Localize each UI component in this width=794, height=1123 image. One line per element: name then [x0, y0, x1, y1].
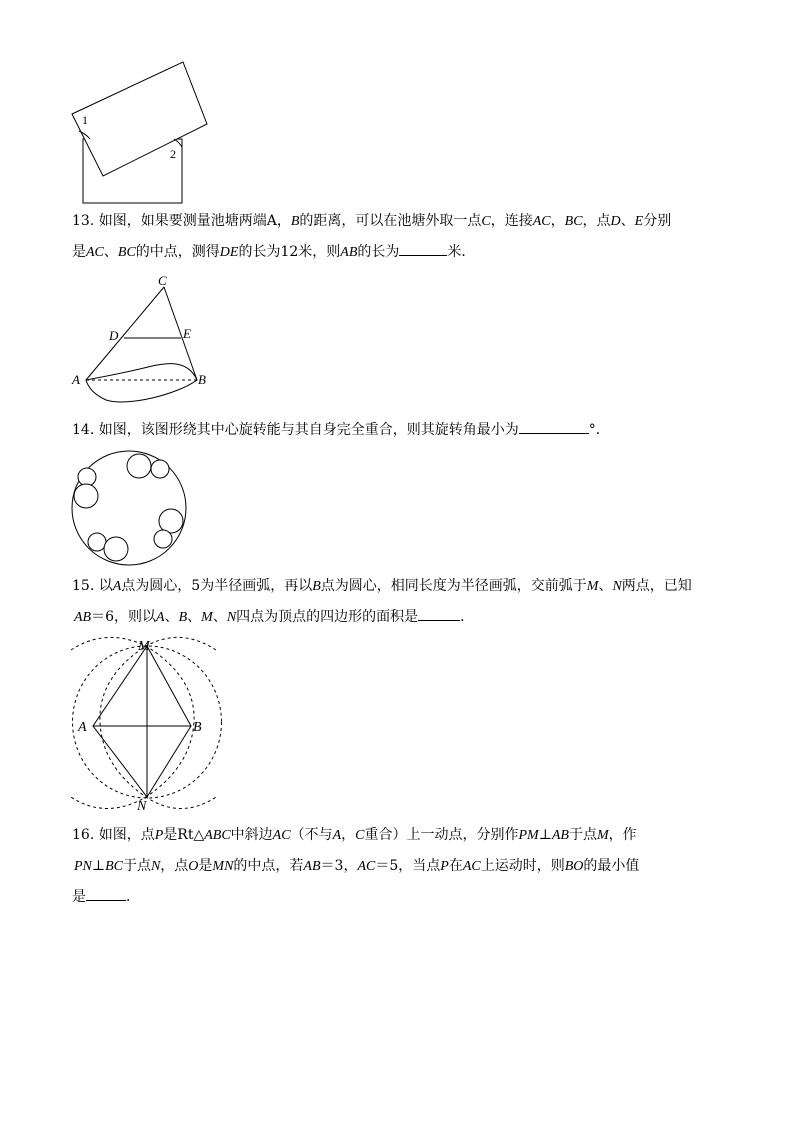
- point-e-label: E: [183, 326, 191, 341]
- question-text: 的中点，若: [233, 858, 304, 874]
- tilted-rectangle: [72, 62, 207, 176]
- question-13-line-2: [72, 237, 724, 268]
- question-text: 如图，如果要测量池塘两端A，: [98, 213, 291, 229]
- math-symbol: B: [178, 610, 188, 625]
- question-text: ＝5，当点: [375, 858, 441, 874]
- answer-blank: [519, 417, 589, 434]
- math-symbol: B: [312, 579, 321, 594]
- question-text: 点为圆心，5为半径画弧，再以: [121, 578, 313, 594]
- question-number: 13.: [72, 213, 95, 229]
- math-symbol: A: [156, 610, 165, 625]
- question-text: 、: [164, 609, 179, 625]
- answer-blank: [399, 239, 447, 256]
- small-circle: [159, 509, 183, 533]
- point-m-label: M: [138, 639, 150, 654]
- math-symbol: ABC: [204, 828, 231, 843]
- math-symbol: O: [188, 859, 199, 874]
- math-symbol: C: [481, 214, 491, 229]
- question-text: 于点: [122, 858, 151, 874]
- math-symbol: M: [596, 828, 609, 843]
- question-text: ，连接: [490, 213, 533, 229]
- question-text: 、: [620, 213, 635, 229]
- question-text: ，作: [608, 827, 637, 843]
- math-symbol: A: [332, 828, 342, 843]
- math-symbol: AB: [551, 828, 569, 843]
- math-symbol: AC: [462, 859, 481, 874]
- math-symbol: P: [154, 828, 164, 843]
- question-16-line-2: [72, 851, 724, 882]
- question-13: [72, 206, 724, 268]
- question-text: ⊥: [538, 827, 552, 843]
- figure-rotational-circles: [68, 448, 193, 568]
- question-text: °．: [588, 422, 610, 438]
- math-symbol: B: [290, 214, 300, 229]
- answer-blank: [86, 884, 126, 901]
- question-13-line-1: [72, 206, 724, 237]
- question-text: 在: [448, 858, 463, 874]
- question-text: 以: [98, 578, 113, 594]
- small-circle: [88, 533, 106, 551]
- question-text: 、: [103, 244, 118, 260]
- question-text: 于点: [568, 827, 597, 843]
- question-16-line-3: [72, 882, 724, 913]
- point-b-label: B: [193, 720, 202, 735]
- question-15-line-2: [72, 602, 724, 633]
- figure-pond-triangle: [68, 272, 218, 412]
- math-symbol: N: [612, 579, 622, 594]
- math-symbol: DE: [219, 245, 239, 260]
- question-text: ，点: [160, 858, 189, 874]
- question-16-line-1: [72, 820, 724, 851]
- question-text: 、: [598, 578, 613, 594]
- figure-arcs-quadrilateral: [66, 632, 226, 814]
- question-text: 米．: [447, 244, 476, 260]
- question-text: 如图，点: [98, 827, 155, 843]
- question-text: 两点，已知: [621, 578, 692, 594]
- question-text: ⊥: [91, 858, 106, 874]
- small-circle: [127, 454, 151, 478]
- question-number: 14.: [72, 422, 95, 438]
- math-symbol: AC: [86, 245, 104, 260]
- question-text: 重合）上一动点，分别作: [364, 827, 519, 843]
- question-number: 16.: [72, 827, 95, 843]
- question-text: ，: [341, 827, 356, 843]
- math-symbol: AB: [74, 610, 92, 625]
- arc-from-b: [71, 637, 194, 808]
- question-number: 15.: [72, 578, 95, 594]
- question-text: 的最小值: [583, 858, 640, 874]
- question-text: 是: [72, 889, 86, 905]
- math-symbol: D: [610, 214, 621, 229]
- question-text: （不与: [290, 827, 333, 843]
- question-text: 是: [72, 244, 86, 260]
- point-a-label: A: [72, 372, 80, 387]
- math-symbol: E: [634, 214, 644, 229]
- question-text: ＝3，: [320, 858, 358, 874]
- small-circle: [154, 530, 172, 548]
- math-symbol: BC: [564, 214, 583, 229]
- math-symbol: BC: [117, 245, 136, 260]
- math-symbol: PM: [518, 828, 539, 843]
- quadrilateral-ambn: [93, 646, 191, 797]
- point-d-label: D: [109, 328, 119, 343]
- question-text: 、: [187, 609, 202, 625]
- math-symbol: AC: [357, 859, 376, 874]
- question-text: 的中点，测得: [135, 244, 220, 260]
- math-symbol: AB: [340, 245, 358, 260]
- question-text: 如图，该图形绕其中心旋转能与其自身完全重合，则其旋转角最小为: [98, 422, 519, 438]
- small-circle: [151, 460, 169, 478]
- question-14-line-1: [72, 415, 724, 446]
- math-symbol: N: [150, 859, 161, 874]
- figure-rectangles-angles: [66, 58, 216, 208]
- question-14: [72, 415, 724, 446]
- math-symbol: AC: [272, 828, 291, 843]
- question-text: 中斜边: [230, 827, 273, 843]
- question-text: ．: [126, 889, 140, 905]
- math-symbol: C: [355, 828, 365, 843]
- point-b-label: B: [198, 372, 206, 387]
- math-symbol: P: [440, 859, 449, 874]
- math-symbol: N: [226, 610, 237, 625]
- question-text: 、: [212, 609, 227, 625]
- math-symbol: BO: [564, 859, 584, 874]
- question-text: 分别: [643, 213, 672, 229]
- question-15: [72, 571, 724, 633]
- angle-label-2: 2: [170, 147, 176, 161]
- question-text: 的距离，可以在池塘外取一点: [299, 213, 482, 229]
- math-symbol: BC: [105, 859, 123, 874]
- question-text: 点为圆心，相同长度为半径画弧，交前弧于: [320, 578, 587, 594]
- small-circle: [74, 484, 98, 508]
- question-text: ＝6，则以: [91, 609, 157, 625]
- angle-label-1: 1: [82, 113, 88, 127]
- question-text: 的长为: [357, 244, 400, 260]
- question-text: 是Rt△: [163, 827, 205, 843]
- math-symbol: MN: [212, 859, 234, 874]
- answer-blank: [418, 604, 460, 621]
- question-text: ．: [460, 609, 475, 625]
- math-symbol: AC: [532, 214, 551, 229]
- question-text: ，: [550, 213, 565, 229]
- math-symbol: A: [112, 579, 122, 594]
- question-15-line-1: [72, 571, 724, 602]
- point-a-label: A: [78, 720, 87, 735]
- small-circle: [104, 537, 128, 561]
- point-c-label: C: [158, 273, 167, 288]
- question-text: ，点: [582, 213, 611, 229]
- math-symbol: AB: [303, 859, 321, 874]
- angle-2-arc: [174, 139, 182, 147]
- small-circle: [78, 468, 96, 486]
- question-text: 的长为12米，则: [238, 244, 341, 260]
- pond-outline: [86, 364, 197, 402]
- point-n-label: N: [137, 799, 147, 814]
- question-text: 是: [198, 858, 213, 874]
- question-text: 四点为顶点的四边形的面积是: [236, 609, 419, 625]
- math-symbol: PN: [74, 859, 92, 874]
- math-symbol: M: [201, 610, 213, 625]
- question-text: 上运动时，则: [480, 858, 565, 874]
- side-bc: [164, 287, 197, 380]
- math-symbol: M: [586, 579, 599, 594]
- question-16: [72, 820, 724, 913]
